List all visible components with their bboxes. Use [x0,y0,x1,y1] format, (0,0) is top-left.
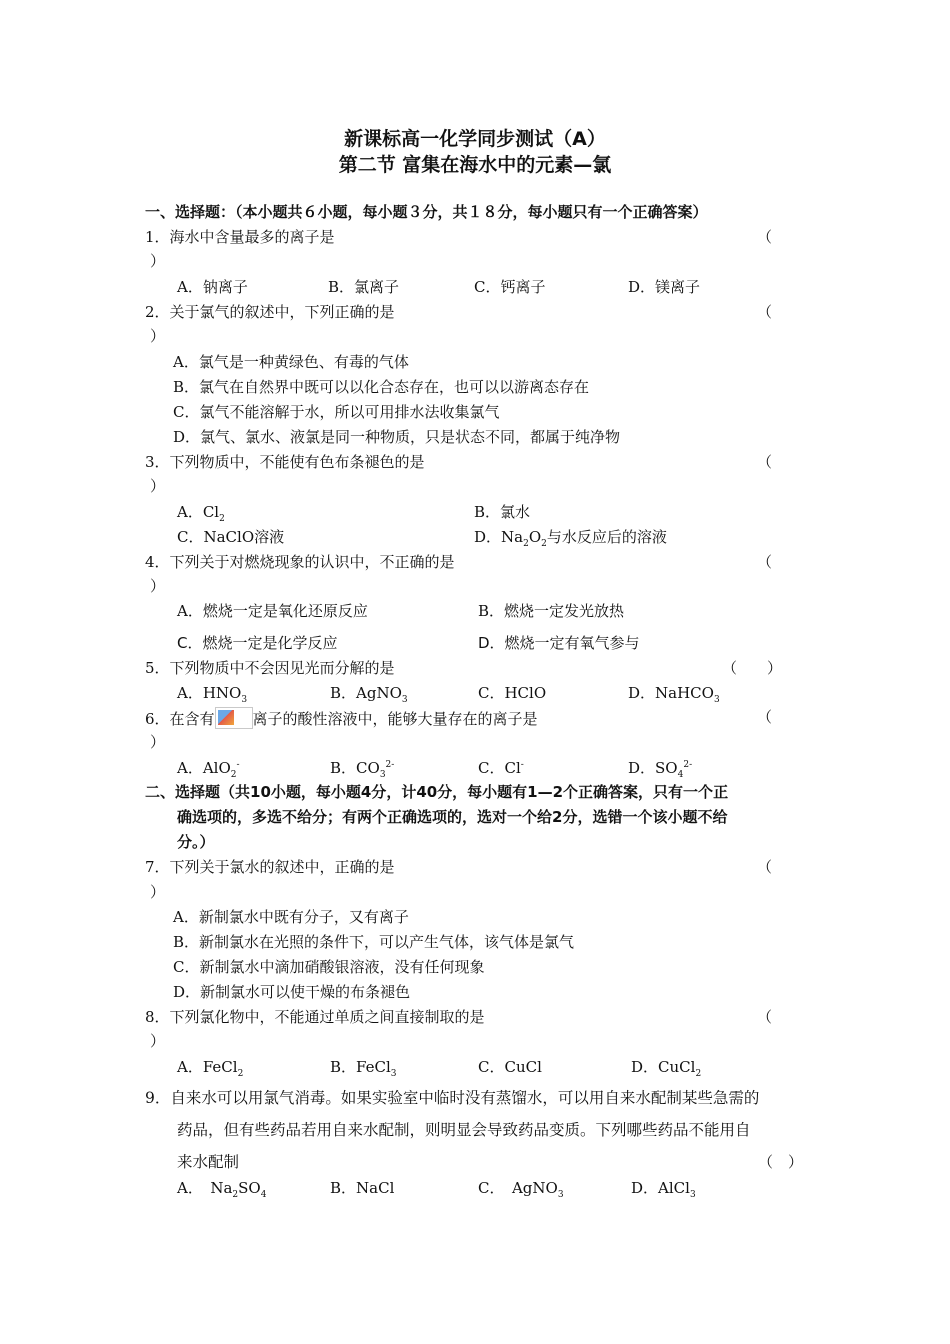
q8-option-a: A．FeCl$_2$ [177,1058,244,1079]
q5-option-c: C．HClO [478,684,547,702]
q4-paren-close: ） [150,577,166,595]
section2-heading-line1: 二、选择题（共10小题，每小题4分，计40分，每小题有1—2个正确答案，只有一个正 [145,783,729,801]
q7-option-b: B．新制氯水在光照的条件下，可以产生气体，该气体是氯气 [173,933,575,951]
q2-option-d: D．氯气、氯水、液氯是同一种物质，只是状态不同，都属于纯净物 [173,428,621,446]
q1-option-a: A．钠离子 [177,278,248,296]
section1-heading: 一、选择题：（本小题共６小题，每小题３分，共１８分，每小题只有一个正确答案） [145,203,708,221]
q2-option-c: C．氯气不能溶解于水，所以可用排水法收集氯气 [173,403,500,421]
q9-answer-paren: （ ） [758,1153,804,1171]
q2-paren-close: ） [150,327,166,345]
q6-option-b: B．$CO_3^{2-}$ [330,759,395,780]
q8-paren-close: ） [150,1032,166,1050]
q6-option-c: C．Cl- [478,759,524,777]
q9-option-a: A． $Na_2SO_4$ [177,1179,267,1200]
q3-option-c: C．NaClO溶液 [177,528,285,546]
q9-option-d: D．AlCl$_3$ [631,1179,696,1200]
q8-option-d: D．CuCl$_2$ [631,1058,702,1079]
q2-option-b: B．氯气在自然界中既可以以化合态存在，也可以以游离态存在 [173,378,590,396]
q7-option-a: A．新制氯水中既有分子，又有离子 [173,908,409,926]
q9-option-c: C． AgNO$_3$ [478,1179,564,1200]
q5-option-b: B．AgNO$_3$ [330,684,408,705]
q9-option-b: B．NaCl [330,1179,395,1197]
q6-stem: 6．在含有 离子的酸性溶液中，能够大量存在的离子是 [145,707,538,729]
q7-paren-open: （ [757,858,773,876]
q2-option-a: A．氯气是一种黄绿色、有毒的气体 [173,353,409,371]
q6-option-a: A．AlO$_2$- [177,759,240,780]
q1-option-c: C．钙离子 [474,278,546,296]
q3-option-b: B．氯水 [474,503,531,521]
q6-option-d: D．$SO_4^{2-}$ [628,759,693,780]
q5-option-a: A．$HNO_3$ [177,684,248,705]
q7-option-c: C．新制氯水中滴加硝酸银溶液，没有任何现象 [173,958,485,976]
page-subtitle: 第二节 富集在海水中的元素—氯 [338,154,612,176]
q3-option-a: A．$Cl_2$ [177,503,225,524]
q1-paren-close: ） [150,252,166,270]
q1-option-d: D．镁离子 [628,278,701,296]
q8-stem: 8．下列氯化物中，不能通过单质之间直接制取的是 [145,1008,485,1026]
q2-paren-open: （ [757,303,773,321]
broken-image-icon [215,707,253,729]
q9-stem-line1: 9．自来水可以用氯气消毒。如果实验室中临时没有蒸馏水，可以用自来水配制某些急需的 [145,1089,760,1107]
q2-stem: 2．关于氯气的叙述中，下列正确的是 [145,303,395,321]
q1-paren-open: （ [757,228,773,246]
q3-paren-close: ） [150,477,166,495]
section2-heading-line3: 分。） [177,833,215,851]
q5-answer-paren: （ ） [722,659,783,677]
q4-paren-open: （ [757,553,773,571]
q1-stem: 1．海水中含量最多的离子是 [145,228,335,246]
q7-stem: 7．下列关于氯水的叙述中，正确的是 [145,858,395,876]
q4-option-c: C．燃烧一定是化学反应 [177,634,338,652]
q9-stem-line2: 药品，但有些药品若用自来水配制，则明显会导致药品变质。下列哪些药品不能用自 [177,1121,751,1139]
q5-option-d: D．NaHCO$_3$ [628,684,720,705]
q4-option-b: B．燃烧一定发光放热 [478,602,625,620]
q7-paren-close: ） [150,883,166,901]
q3-paren-open: （ [757,453,773,471]
section2-heading-line2: 确选项的，多选不给分；有两个正确选项的，选对一个给2分，选错一个该小题不给 [177,808,728,826]
q1-option-b: B．氯离子 [328,278,400,296]
q4-stem: 4．下列关于对燃烧现象的认识中，不正确的是 [145,553,455,571]
q6-paren-open: （ [757,708,773,726]
q4-option-a: A．燃烧一定是氧化还原反应 [177,602,368,620]
q3-option-d: D．$Na_2O_2$与水反应后的溶液 [474,528,667,549]
q6-paren-close: ） [150,733,166,751]
q7-option-d: D．新制氯水可以使干燥的布条褪色 [173,983,411,1001]
q8-option-b: B．FeCl$_3$ [330,1058,397,1079]
q8-option-c: C．CuCl [478,1058,542,1076]
q5-stem: 5．下列物质中不会因见光而分解的是 [145,659,395,677]
q8-paren-open: （ [757,1008,773,1026]
q3-stem: 3．下列物质中，不能使有色布条褪色的是 [145,453,425,471]
q9-stem-line3: 来水配制 [177,1153,240,1171]
page-title: 新课标高一化学同步测试（A） [344,128,606,150]
q4-option-d: D．燃烧一定有氧气参与 [478,634,640,652]
